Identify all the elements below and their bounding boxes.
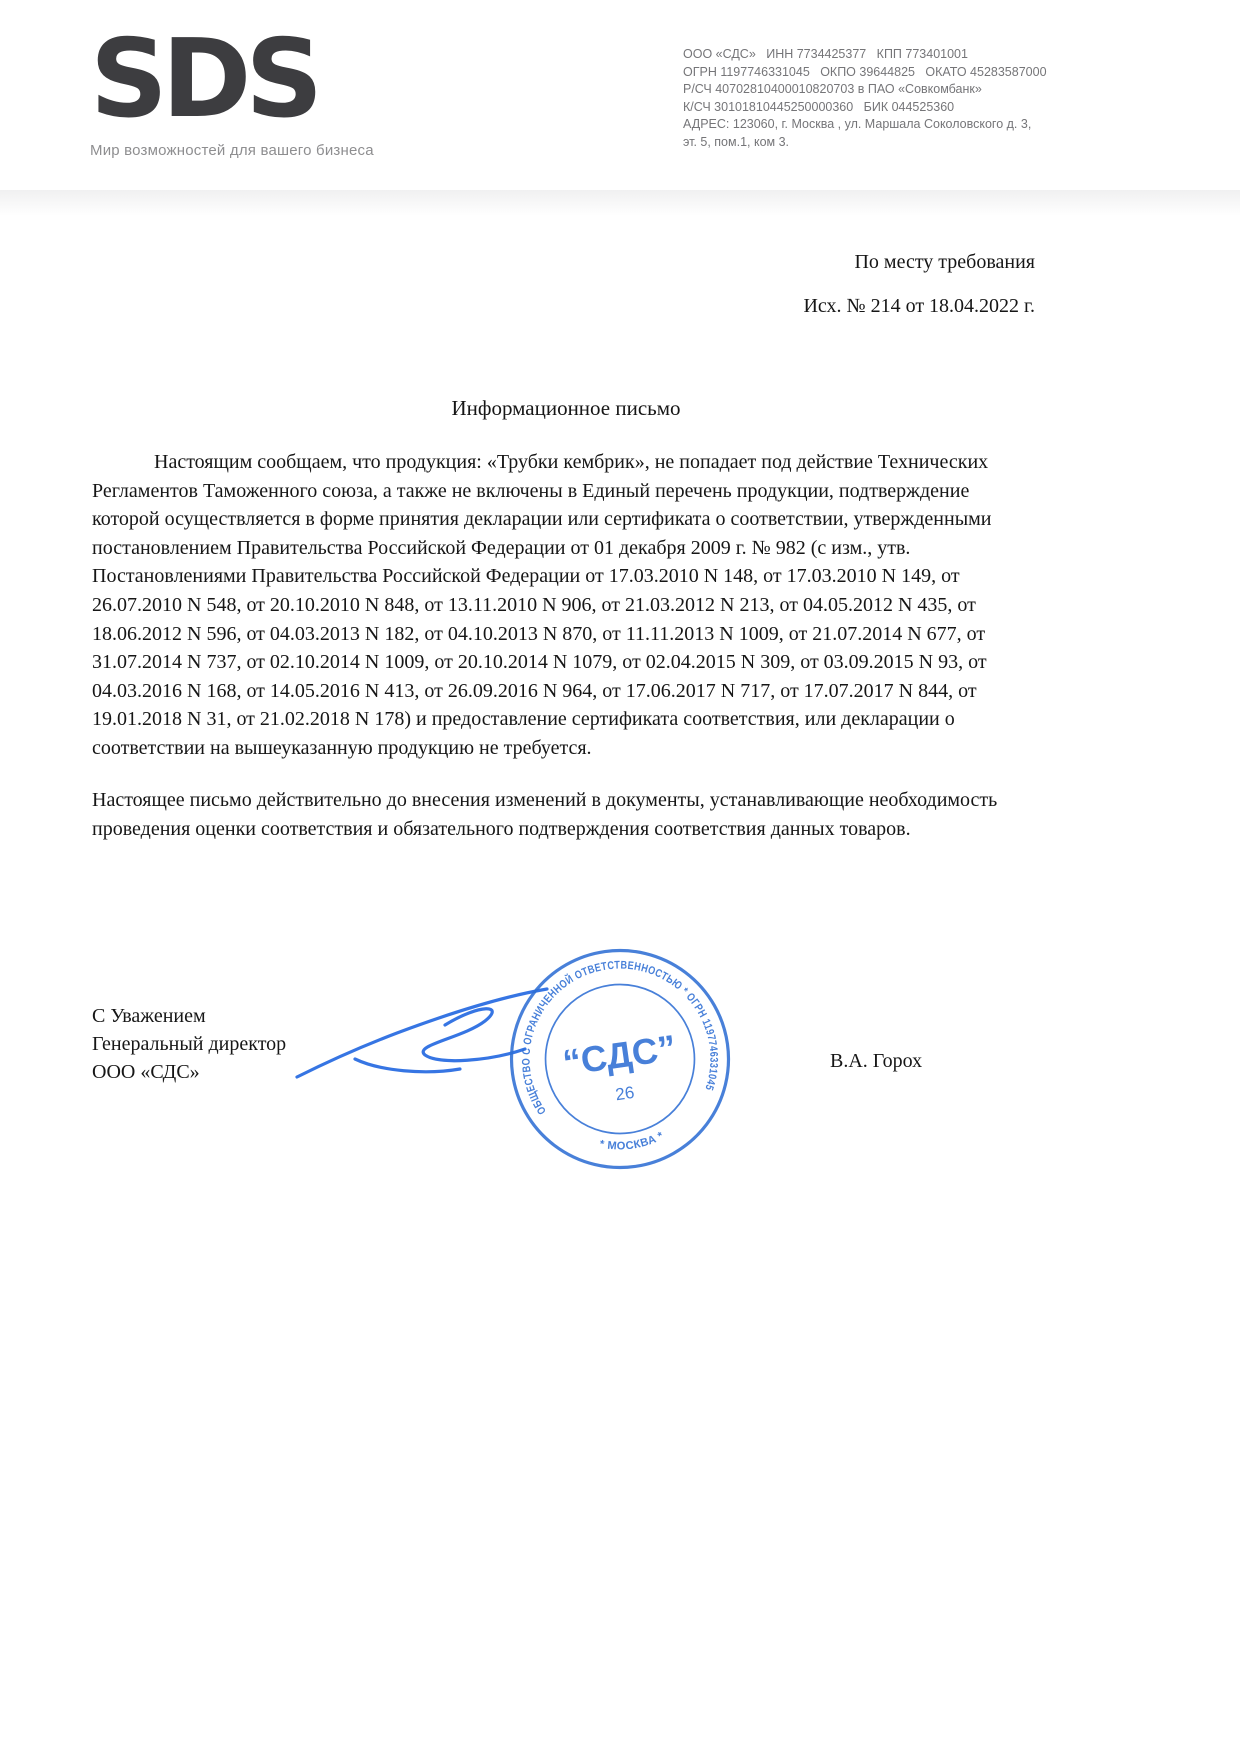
company-detail-line: К/СЧ 30101810445250000360 БИК 044525360 <box>683 99 955 114</box>
stamp-ring-text: ОБЩЕСТВО С ОГРАНИЧЕННОЙ ОТВЕТСТВЕННОСТЬЮ * ОГРН 1197746331045 <box>520 959 720 1117</box>
stamp-bottom-text: * МОСКВА * <box>598 1129 666 1153</box>
body-paragraph-2: Настоящее письмо действительно до внесения изменений в документы, устанавливающие необходимость проведения оценки соответствия и обязательного подтверждения соответствия данных товаров. <box>92 789 998 840</box>
closing-line-company: ООО «СДС» <box>92 1061 200 1083</box>
company-logo: SDS <box>90 17 318 142</box>
recipient-line: По месту требования <box>854 251 1035 273</box>
closing-line-regards: С Уважением <box>92 1005 206 1027</box>
company-detail-line: АДРЕС: 123060, г. Москва , ул. Маршала Соколовского д. 3, <box>683 117 1032 131</box>
company-detail-line: эт. 5, пом.1, ком 3. <box>683 134 790 149</box>
company-stamp <box>488 927 752 1191</box>
company-details <box>683 46 1047 151</box>
company-detail-line: Р/СЧ 40702810400010820703 в ПАО «Совкомбанк» <box>683 82 982 96</box>
company-detail-line: ООО «СДС» ИНН 7734425377 КПП 773401001 <box>683 47 968 61</box>
scan-shadow-artifact <box>0 190 1240 216</box>
letter-meta <box>803 250 1035 318</box>
signer-name: В.А. Горох <box>830 1050 923 1072</box>
closing-block <box>92 1002 286 1086</box>
stamp-number: 26 <box>614 1082 636 1105</box>
company-logo-block <box>90 17 374 159</box>
body-paragraph-1: Настоящим сообщаем, что продукция: «Трубки кембрик», не попадает под действие Технических Регламентов Таможенного союза, а также не включены в Единый перечень продукции, подтверждение которой осуществляется в форме принятия декларации или сертификата о соответствии, утвержденными постановлением Правительства Российской Федерации от 01 декабря 2009 г. № 982 (с изм., утв. Постановлениями Правительства Российской Федерации от 17.03.2010 N 148, от 17.03.2010 N 149, от 26.07.2010 N 548, от 20.10.2010 N 848, от 13.11.2010 N 906, от 21.03.2012 N 213, от 04.05.2012 N 435, от 18.06.2012 N 596, от 04.03.2013 N 182, от 04.10.2013 N 870, от 11.11.2013 N 1009, от 21.07.2014 N 677, от 31.07.2014 N 737, от 02.10.2014 N 1009, от 20.10.2014 N 1079, от 02.04.2015 N 309, от 03.09.2015 N 93, от 04.03.2016 N 168, от 14.05.2016 N 413, от 26.09.2016 N 964, от 17.06.2017 N 717, от 17.07.2017 N 844, от 19.01.2018 N 31, от 21.02.2018 N 178) и предоставление сертификата соответствия, или декларации о соответствии на вышеуказанную продукцию не требуется. <box>92 451 992 759</box>
company-detail-line: ОГРН 1197746331045 ОКПО 39644825 ОКАТО 45283587000 <box>683 64 1047 79</box>
reference-line: Исх. № 214 от 18.04.2022 г. <box>803 295 1035 317</box>
stamp-center-text: “СДС” <box>560 1026 679 1084</box>
company-tagline: Мир возможностей для вашего бизнеса <box>90 142 374 159</box>
closing-line-position: Генеральный директор <box>92 1033 287 1055</box>
letter-title: Информационное письмо <box>451 396 681 420</box>
